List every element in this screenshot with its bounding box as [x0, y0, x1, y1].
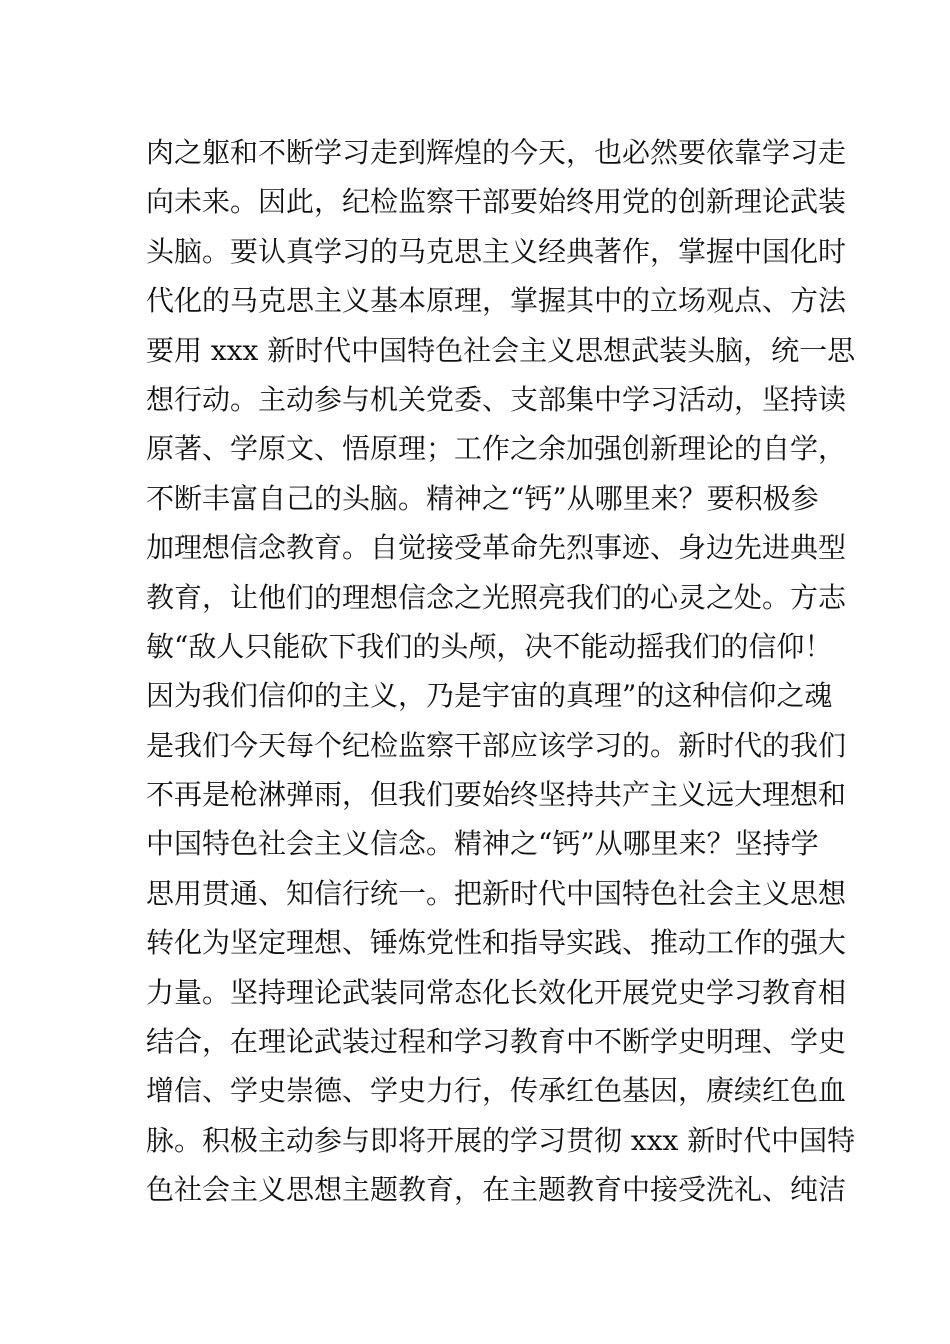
text-line: 增信、学史崇德、学史力行，传承红色基因，赓续红色血	[146, 1074, 847, 1108]
body-text	[146, 128, 856, 1215]
text-line: 肉之躯和不断学习走到辉煌的今天，也必然要依靠学习走	[146, 136, 847, 169]
text-line: 向未来。因此，纪检监察干部要始终用党的创新理论武装	[146, 185, 847, 219]
text-line: 结合，在理论武装过程和学习教育中不断学史明理、学史	[146, 1025, 847, 1059]
text-line: 代化的马克思主义基本原理，掌握其中的立场观点、方法	[146, 284, 847, 318]
text-line: 敏“敌人只能砍下我们的头颅，决不能动摇我们的信仰！	[146, 629, 833, 663]
text-line: 转化为坚定理想、锤炼党性和指导实践、推动工作的强大	[146, 926, 847, 960]
text-line: 不再是枪淋弹雨，但我们要始终坚持共产主义远大理想和	[146, 778, 847, 812]
text-line: 因为我们信仰的主义，乃是宇宙的真理”的这种信仰之魂	[146, 679, 833, 713]
text-line: 脉。积极主动参与即将开展的学习贯彻 xxx 新时代中国特	[146, 1123, 856, 1157]
text-line: 是我们今天每个纪检监察干部应该学习的。新时代的我们	[146, 728, 847, 762]
text-line: 思用贯通、知信行统一。把新时代中国特色社会主义思想	[146, 876, 847, 910]
text-line: 原著、学原文、悟原理；工作之余加强创新理论的自学，	[146, 432, 847, 466]
text-line: 教育，让他们的理想信念之光照亮我们的心灵之处。方志	[146, 580, 847, 614]
text-line: 要用 xxx 新时代中国特色社会主义思想武装头脑，统一思	[146, 333, 856, 367]
text-line: 想行动。主动参与机关党委、支部集中学习活动，坚持读	[146, 382, 847, 416]
text-line: 加理想信念教育。自觉接受革命先烈事迹、身边先进典型	[146, 531, 847, 565]
text-line: 中国特色社会主义信念。精神之“钙”从哪里来？坚持学	[146, 827, 819, 861]
text-line: 色社会主义思想主题教育，在主题教育中接受洗礼、纯洁	[146, 1173, 847, 1207]
text-line: 力量。坚持理论武装同常态化长效化开展党史学习教育相	[146, 975, 847, 1009]
text-line: 不断丰富自己的头脑。精神之“钙”从哪里来？要积极参	[146, 481, 819, 515]
text-line: 头脑。要认真学习的马克思主义经典著作，掌握中国化时	[146, 234, 847, 268]
